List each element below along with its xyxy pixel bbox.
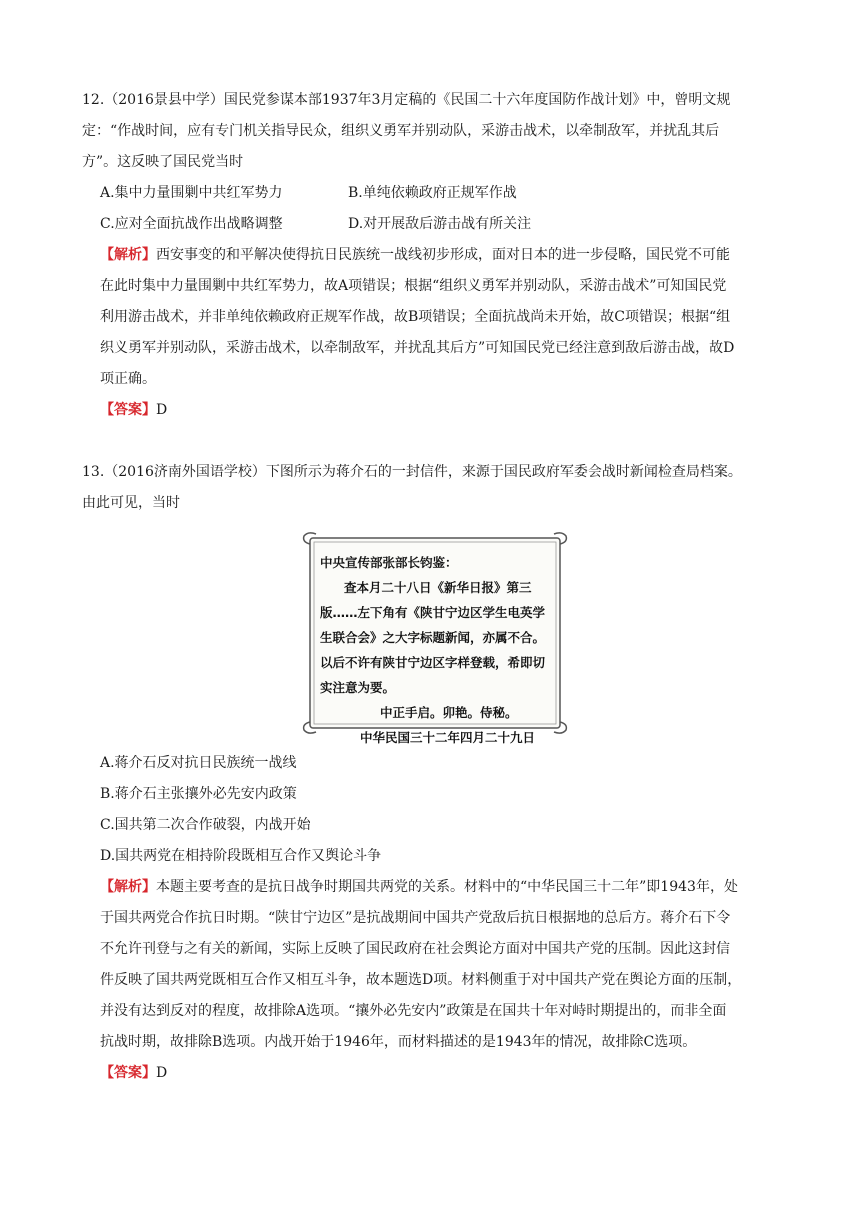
- question-13-body: [82, 748, 782, 1089]
- q12-analysis-line-1: 西安事变的和平解决使得抗日民族统一战线初步形成，面对日本的进一步侵略，国民党不可能: [156, 247, 730, 263]
- q13-answer-tag: 【答案】: [100, 1065, 156, 1081]
- question-12: [82, 85, 782, 426]
- q12-analysis-line-5: 项正确。: [100, 371, 156, 387]
- q13-analysis-tag: 【解析】: [100, 879, 156, 895]
- letter-line-6: 实注意为要。: [320, 680, 396, 695]
- q12-option-b: B.单纯依赖政府正规军作战: [348, 185, 517, 201]
- question-13: [82, 457, 782, 519]
- q13-analysis: [82, 872, 782, 1058]
- q12-option-d: D.对开展敌后游击战有所关注: [348, 216, 532, 232]
- q12-option-c: C.应对全面抗战作出战略调整: [100, 216, 283, 232]
- q13-stem-line-2: 由此可见，当时: [82, 495, 180, 511]
- q13-answer: [82, 1058, 782, 1089]
- q12-option-a: A.集中力量围剿中共红军势力: [100, 185, 283, 201]
- q13-stem-line-1: 13.（2016济南外国语学校）下图所示为蒋介石的一封信件，来源于国民政府军委会战时新闻检查局档案。: [82, 464, 742, 480]
- q13-stem: [82, 457, 782, 519]
- q13-analysis-line-6: 抗战时期，故排除B选项。内战开始于1946年，而材料描述的是1943年的情况，故排除C选项。: [100, 1034, 697, 1050]
- letter-text: [320, 550, 560, 750]
- letter-figure: [300, 530, 568, 745]
- q12-analysis-line-3: 利用游击战术，并非单纯依赖政府正规军作战，故B项错误；全面抗战尚未开始，故C项错误；根据“组: [100, 309, 731, 325]
- letter-line-2: 查本月二十八日《新华日报》第三: [344, 580, 532, 595]
- q13-option-c: C.国共第二次合作破裂，内战开始: [100, 817, 311, 833]
- letter-line-7: 中正手启。卯艳。侍秘。: [380, 705, 518, 720]
- q13-analysis-line-3: 不允许刊登与之有关的新闻，实际上反映了国民政府在社会舆论方面对中国共产党的压制。因此这封信: [100, 941, 730, 957]
- q12-analysis: [82, 240, 782, 395]
- q12-options-row-1: [82, 178, 782, 209]
- q12-answer-value: D: [156, 402, 168, 418]
- letter-line-4: 生联合会》之大字标题新闻，亦属不合。: [320, 630, 546, 645]
- q13-analysis-line-1: 本题主要考查的是抗日战争时期国共两党的关系。材料中的“中华民国三十二年”即1943年，处: [156, 879, 738, 895]
- q13-answer-value: D: [156, 1065, 168, 1081]
- q12-stem-line-2: 定：“作战时间，应有专门机关指导民众，组织义勇军并别动队，采游击战术，以牵制敌军，并扰乱其后: [82, 123, 720, 139]
- q12-stem: [82, 85, 782, 178]
- q12-analysis-tag: 【解析】: [100, 247, 156, 263]
- q13-option-d: D.国共两党在相持阶段既相互合作又舆论斗争: [100, 848, 382, 864]
- letter-line-8: 中华民国三十二年四月二十九日: [360, 730, 536, 745]
- q13-analysis-line-2: 于国共两党合作抗日时期。“陕甘宁边区”是抗战期间中国共产党敌后抗日根据地的总后方。蒋介石下令: [100, 910, 731, 926]
- letter-line-5: 以后不许有陕甘宁边区字样登载，希即切: [320, 655, 546, 670]
- q12-analysis-line-4: 织义勇军并别动队，采游击战术，以牵制敌军，并扰乱其后方”可知国民党已经注意到敌后游击战，故D: [100, 340, 735, 356]
- letter-line-3: 版……左下角有《陕甘宁边区学生电英学: [320, 605, 546, 620]
- q13-analysis-line-4: 件反映了国共两党既相互合作又相互斗争，故本题选D项。材料侧重于对中国共产党在舆论方面的压制，: [100, 972, 742, 988]
- letter-line-1: 中央宣传部张部长钧鉴：: [320, 555, 458, 570]
- q12-stem-line-3: 方”。这反映了国民党当时: [82, 154, 244, 170]
- q12-answer-tag: 【答案】: [100, 402, 156, 418]
- q12-analysis-line-2: 在此时集中力量围剿中共红军势力，故A项错误；根据“组织义勇军并别动队，采游击战术”可知国民党: [100, 278, 727, 294]
- q13-option-a: A.蒋介石反对抗日民族统一战线: [100, 755, 297, 771]
- q12-answer: [82, 395, 782, 426]
- q12-stem-line-1: 12.（2016景县中学）国民党参谋本部1937年3月定稿的《民国二十六年度国防作战计划》中，曾明文规: [82, 92, 731, 108]
- q12-options-row-2: [82, 209, 782, 240]
- q13-analysis-line-5: 并没有达到反对的程度，故排除A选项。“攘外必先安内”政策是在国共十年对峙时期提出的，而非全面: [100, 1003, 727, 1019]
- q13-option-b: B.蒋介石主张攘外必先安内政策: [100, 786, 297, 802]
